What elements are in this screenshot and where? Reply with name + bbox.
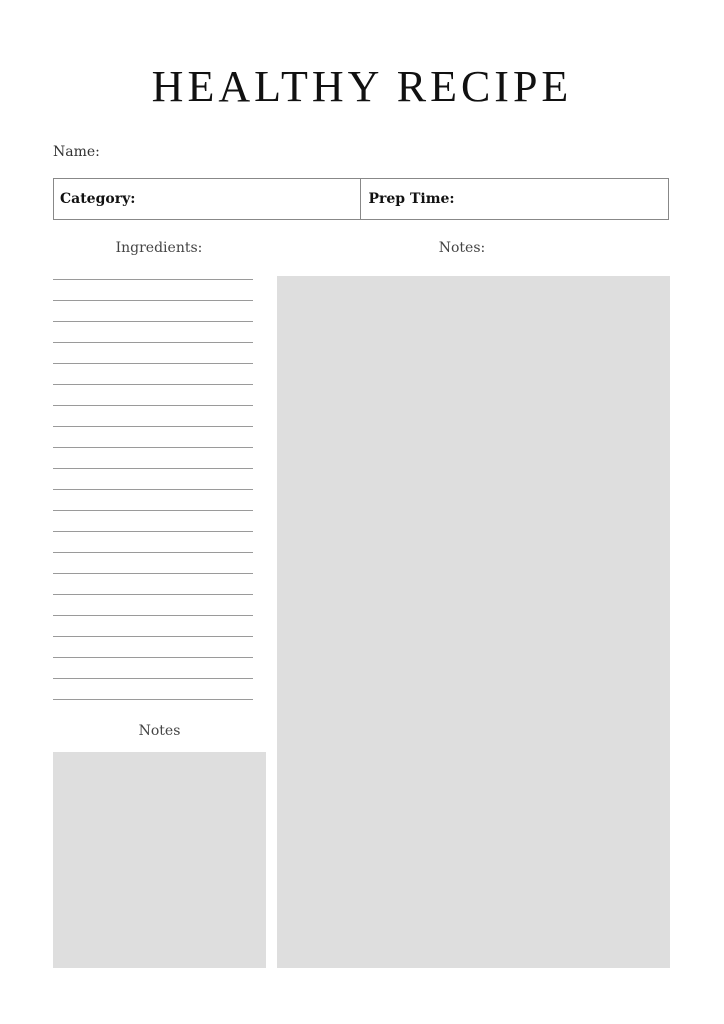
ingredient-line[interactable]: [53, 405, 253, 406]
prep-time-field[interactable]: [360, 179, 669, 219]
ingredient-line[interactable]: [53, 594, 253, 595]
ingredient-line[interactable]: [53, 279, 253, 280]
category-label: Category:: [60, 191, 136, 207]
ingredient-line[interactable]: [53, 447, 253, 448]
ingredients-heading: Ingredients:: [115, 240, 203, 256]
ingredient-line[interactable]: [53, 510, 253, 511]
ingredient-line[interactable]: [53, 426, 253, 427]
notes-small-heading: Notes: [138, 723, 181, 739]
ingredient-line[interactable]: [53, 552, 253, 553]
name-label: Name:: [53, 144, 100, 160]
page-title: HEALTHY RECIPE: [151, 62, 573, 111]
ingredient-line[interactable]: [53, 531, 253, 532]
prep-time-label: Prep Time:: [368, 191, 455, 207]
ingredient-line[interactable]: [53, 489, 253, 490]
notes-area[interactable]: [277, 276, 670, 968]
ingredient-lines: [53, 279, 253, 720]
ingredient-line[interactable]: [53, 321, 253, 322]
ingredient-line[interactable]: [53, 468, 253, 469]
category-field[interactable]: [54, 179, 360, 219]
ingredient-line[interactable]: [53, 363, 253, 364]
ingredient-line[interactable]: [53, 615, 253, 616]
ingredient-line[interactable]: [53, 342, 253, 343]
ingredient-line[interactable]: [53, 678, 253, 679]
info-box: [53, 178, 669, 220]
ingredient-line[interactable]: [53, 636, 253, 637]
ingredient-line[interactable]: [53, 657, 253, 658]
notes-small-area[interactable]: [53, 752, 266, 968]
ingredient-line[interactable]: [53, 384, 253, 385]
ingredient-line[interactable]: [53, 699, 253, 700]
ingredient-line[interactable]: [53, 300, 253, 301]
ingredient-line[interactable]: [53, 573, 253, 574]
notes-heading: Notes:: [438, 240, 486, 256]
